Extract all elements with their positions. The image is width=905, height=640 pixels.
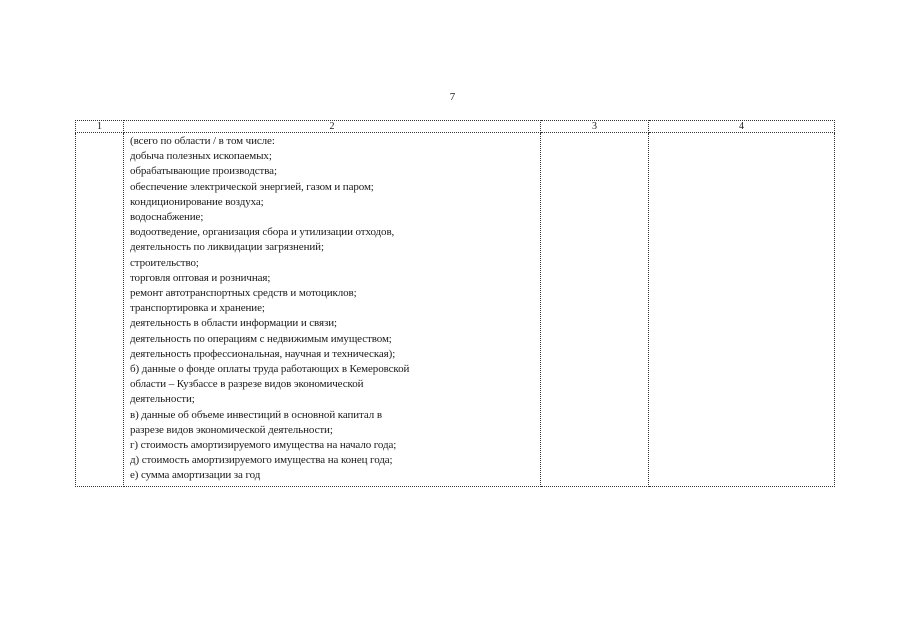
cell-col-2 — [124, 133, 541, 487]
header-row — [76, 121, 835, 133]
list-item: деятельности; — [130, 393, 195, 406]
list-item: в) данные об объеме инвестиций в основной капитал в — [130, 408, 382, 421]
list-item: транспортировка и хранение; — [130, 302, 265, 315]
list-item: области – Кузбассе в разрезе видов экономической — [130, 378, 364, 391]
list-item: строительство; — [130, 256, 199, 269]
list-item: добыча полезных ископаемых; — [130, 150, 272, 163]
header-cell-1: 1 — [76, 121, 124, 133]
list-item: деятельность профессиональная, научная и техническая); — [130, 347, 396, 360]
page-number: 7 — [449, 91, 456, 103]
list-item: деятельность по операциям с недвижимым имуществом; — [130, 332, 392, 345]
list-item: е) сумма амортизации за год — [130, 469, 261, 482]
list-item: водоотведение, организация сбора и утилизации отходов, — [130, 226, 395, 239]
list-item: обеспечение электрической энергией, газом и паром; — [130, 180, 374, 193]
list-item: г) стоимость амортизируемого имущества на начало года; — [130, 439, 397, 452]
indicator-list — [124, 133, 540, 486]
header-cell-4: 4 — [649, 121, 835, 133]
list-item: деятельность по ликвидации загрязнений; — [130, 241, 324, 254]
list-item: обрабатывающие производства; — [130, 165, 277, 178]
cell-col-1 — [76, 133, 124, 487]
header-cell-3: 3 — [541, 121, 649, 133]
cell-col-3 — [541, 133, 649, 487]
list-item: деятельность в области информации и связи; — [130, 317, 337, 330]
list-item: водоснабжение; — [130, 211, 204, 224]
list-item: разрезе видов экономической деятельности; — [130, 423, 333, 436]
list-item: кондиционирование воздуха; — [130, 195, 264, 208]
table-row — [76, 133, 835, 487]
header-cell-2: 2 — [124, 121, 541, 133]
list-item: б) данные о фонде оплаты труда работающих в Кемеровской — [130, 363, 410, 376]
cell-col-4 — [649, 133, 835, 487]
list-item: (всего по области / в том числе: — [130, 135, 275, 147]
list-item: торговля оптовая и розничная; — [130, 271, 271, 284]
list-item: ремонт автотранспортных средств и мотоциклов; — [130, 287, 357, 300]
data-table — [75, 120, 835, 487]
list-item: д) стоимость амортизируемого имущества на конец года; — [130, 454, 393, 467]
